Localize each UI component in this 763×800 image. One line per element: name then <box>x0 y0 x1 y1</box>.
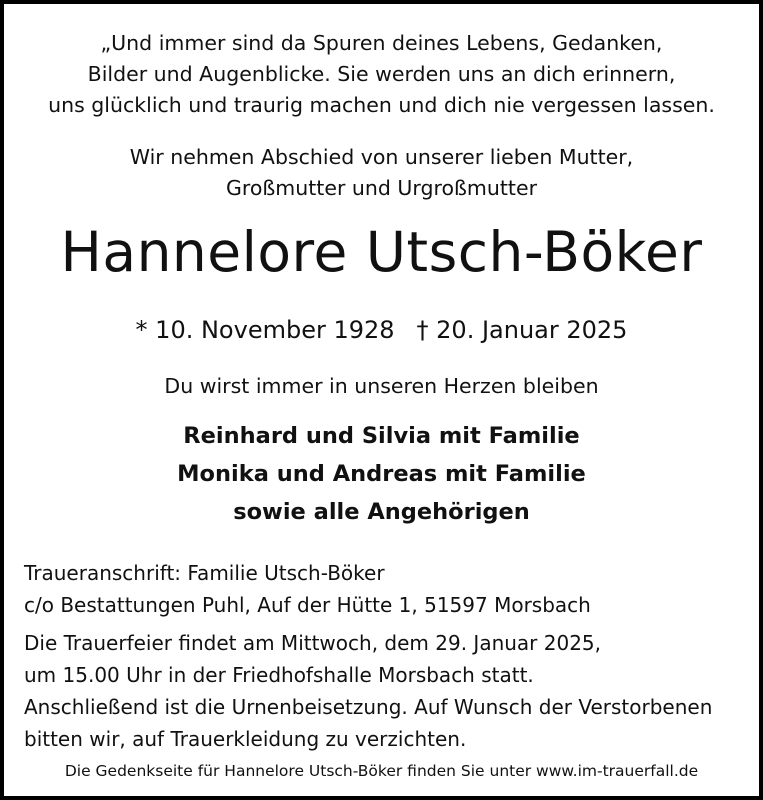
intro-line: Wir nehmen Abschied von unserer lieben Mutter, <box>129 145 634 169</box>
address-line: c/o Bestattungen Puhl, Auf der Hütte 1, 51597 Morsbach <box>24 593 591 617</box>
mourning-address <box>24 557 591 621</box>
service-line: um 15.00 Uhr in der Friedhofshalle Morsbach statt. <box>24 663 534 687</box>
deceased-name: Hannelore Utsch-Böker <box>60 220 703 284</box>
birth-date: * 10. November 1928 <box>135 316 395 344</box>
mourner-line: Monika und Andreas mit Familie <box>177 461 586 487</box>
service-info <box>24 627 712 755</box>
quote-line: „Und immer sind da Spuren deines Lebens, Gedanken, <box>100 31 663 55</box>
memorial-quote <box>4 28 759 121</box>
mourner-line: sowie alle Angehörigen <box>233 499 530 525</box>
address-line: Traueranschrift: Familie Utsch-Böker <box>24 561 385 585</box>
remembrance-line: Du wirst immer in unseren Herzen bleiben <box>164 374 599 398</box>
quote-line: Bilder und Augenblicke. Sie werden uns an dich erinnern, <box>87 62 676 86</box>
mourners-list <box>4 417 759 531</box>
service-line: Die Trauerfeier findet am Mittwoch, dem 29. Januar 2025, <box>24 631 602 655</box>
memorial-page-note: Die Gedenkseite für Hannelore Utsch-Böker finden Sie unter www.im-trauerfall.de <box>64 762 699 780</box>
mourner-line: Reinhard und Silvia mit Familie <box>183 423 580 449</box>
intro-line: Großmutter und Urgroßmutter <box>225 176 538 200</box>
quote-line: uns glücklich und traurig machen und dich nie vergessen lassen. <box>48 93 715 117</box>
service-line: bitten wir, auf Trauerkleidung zu verzichten. <box>24 727 467 751</box>
death-date: † 20. Januar 2025 <box>416 316 628 344</box>
farewell-intro <box>4 142 759 204</box>
life-dates <box>4 312 759 348</box>
service-line: Anschließend ist die Urnenbeisetzung. Auf Wunsch der Verstorbenen <box>24 695 713 719</box>
